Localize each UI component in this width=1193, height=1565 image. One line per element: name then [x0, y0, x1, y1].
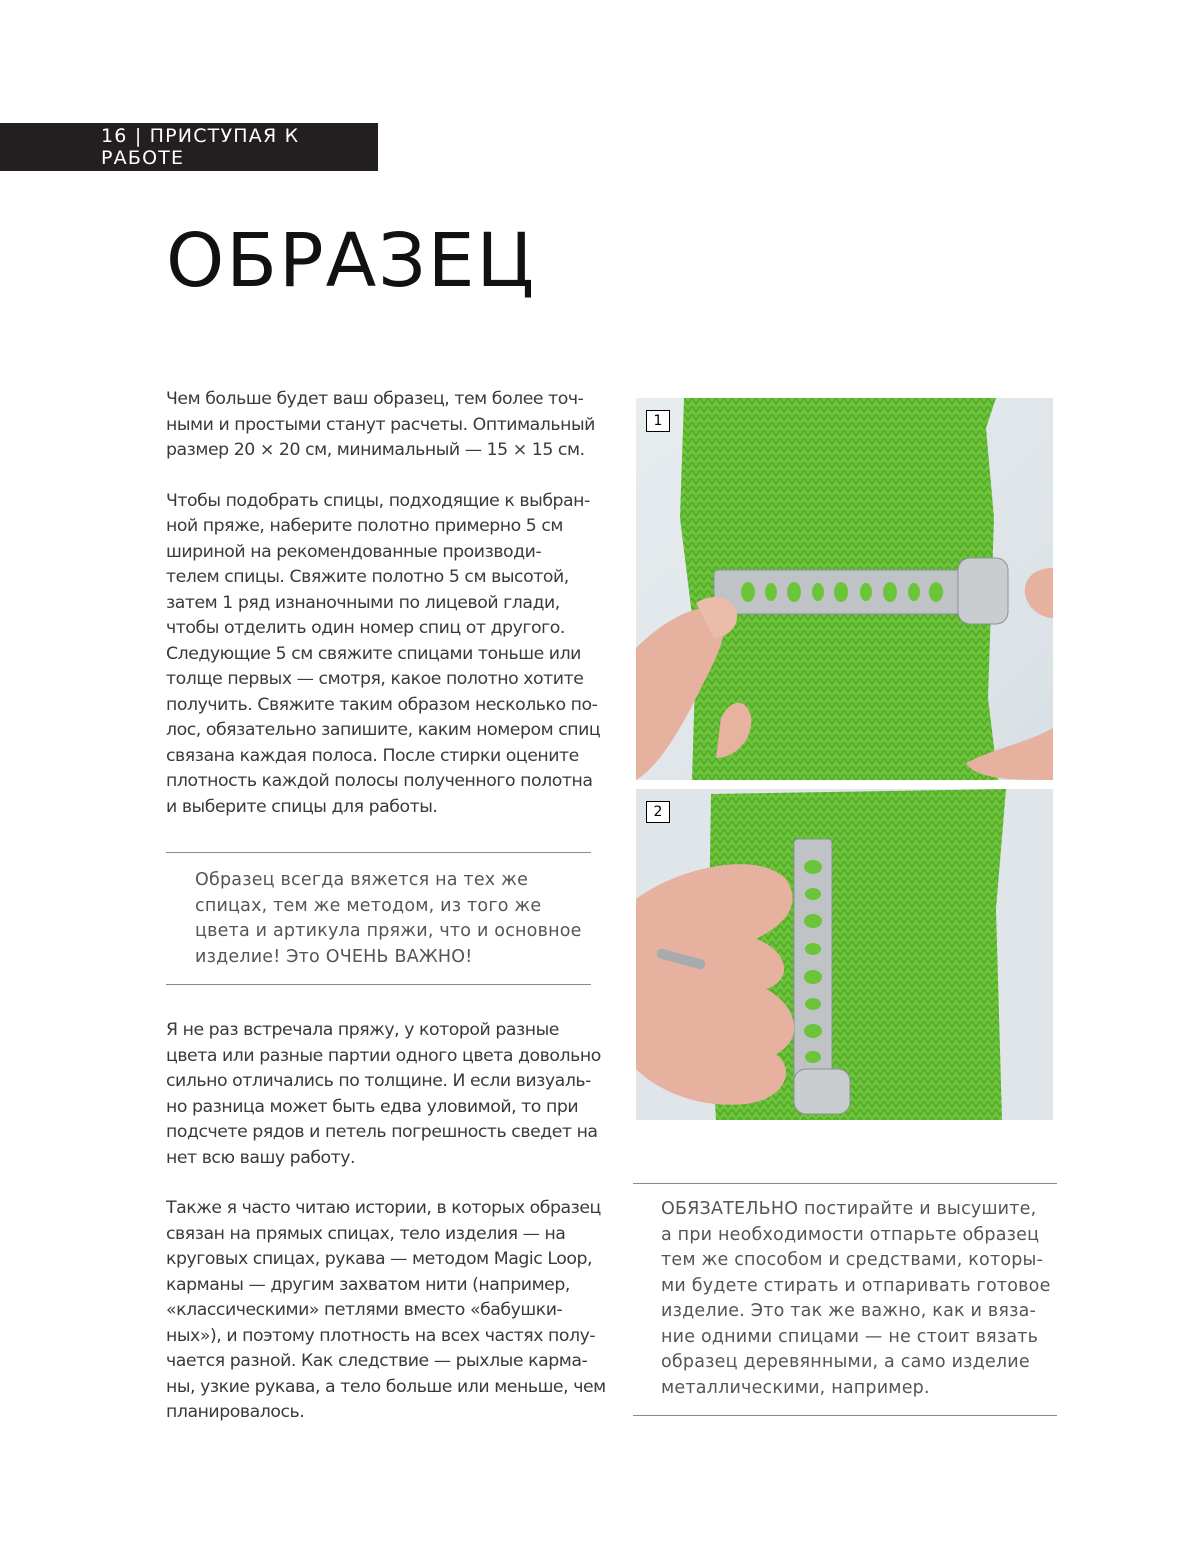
callout-left-line: Образец всегда вяжется на тех же	[195, 870, 529, 890]
running-header	[0, 123, 378, 171]
choose-needles-line: ной пряже, наберите полотно примерно 5 см	[166, 516, 564, 536]
photo-2-illustration	[636, 789, 1053, 1120]
callout-right-text	[661, 1197, 1051, 1401]
callout-right-line: ми будете стирать и отпаривать готовое	[661, 1275, 1051, 1296]
callout-right-line: ОБЯЗАТЕЛЬНО постирайте и высушите,	[661, 1199, 1037, 1219]
yarn-thickness-line: Я не раз встречала пряжу, у которой разные	[166, 1020, 559, 1040]
callout-left-line: цвета и артикула пряжи, что и основное	[195, 921, 582, 941]
paragraph-gauge-stories	[166, 1196, 606, 1426]
callout-right-line: образец деревянными, а само изделие	[661, 1352, 1030, 1372]
choose-needles-line: плотность каждой полосы полученного полотна	[166, 771, 593, 791]
gauge-stories-line: «классическими» петлями вместо «бабушки-	[166, 1300, 563, 1320]
yarn-thickness-line: нет всю вашу работу.	[166, 1147, 356, 1168]
yarn-thickness-line: сильно отличались по толщине. И если визуаль-	[166, 1071, 591, 1091]
choose-needles-line: затем 1 ряд изнаночными по лицевой глади,	[166, 592, 560, 613]
paragraph-intro	[166, 387, 595, 464]
intro-line: размер 20 × 20 см, минимальный — 15 × 15 см.	[166, 440, 585, 460]
yarn-thickness-line: цвета или разные партии одного цвета довольно	[166, 1045, 601, 1066]
left-column-upper	[166, 387, 601, 820]
page-title: ОБРАЗЕЦ	[166, 218, 536, 304]
callout-left-line: изделие! Это ОЧЕНЬ ВАЖНО!	[195, 946, 473, 967]
gauge-stories-line: ных»), и поэтому плотность на всех частях полу-	[166, 1325, 596, 1346]
photo-1	[636, 398, 1053, 780]
gauge-stories-line: чается разной. Как следствие — рыхлые карма-	[166, 1351, 588, 1371]
paragraph-choose-needles	[166, 489, 601, 821]
callout-right	[633, 1183, 1057, 1416]
choose-needles-line: толще первых — смотря, какое полотно хотите	[166, 669, 584, 689]
gauge-stories-line: круговых спицах, рукава — методом Magic Loop,	[166, 1249, 593, 1269]
gauge-stories-line: ны, узкие рукава, а тело больше или меньше, чем	[166, 1376, 606, 1397]
intro-line: Чем больше будет ваш образец, тем более точ-	[166, 389, 584, 409]
photo-1-number: 1	[646, 410, 670, 432]
photo-1-illustration	[636, 398, 1053, 780]
choose-needles-line: и выберите спицы для работы.	[166, 796, 438, 817]
gauge-stories-line: Также я часто читаю истории, в которых образец	[166, 1198, 601, 1218]
choose-needles-line: Чтобы подобрать спицы, подходящие к выбран-	[166, 490, 590, 511]
photo-2	[636, 789, 1053, 1120]
choose-needles-line: получить. Свяжите таким образом несколько по-	[166, 694, 598, 715]
gauge-stories-line: связан на прямых спицах, тело изделия — на	[166, 1223, 566, 1244]
choose-needles-line: связана каждая полоса. После стирки оцените	[166, 745, 579, 766]
paragraph-yarn-thickness	[166, 1018, 601, 1171]
yarn-thickness-line: но разница может быть едва уловимой, то при	[166, 1096, 579, 1117]
callout-left-text	[195, 868, 582, 970]
intro-line: ными и простыми станут расчеты. Оптимальный	[166, 414, 595, 435]
gauge-stories-line: карманы — другим захватом нити (например,	[166, 1274, 570, 1295]
callout-right-line: а при необходимости отпарьте образец	[661, 1224, 1040, 1245]
photo-2-number: 2	[646, 801, 670, 823]
callout-left-line: спицах, тем же методом, из того же	[195, 895, 542, 916]
choose-needles-line: Следующие 5 см свяжите спицами тоньше или	[166, 643, 581, 664]
callout-right-line: ние одними спицами — не стоит вязать	[661, 1326, 1039, 1347]
callout-left	[166, 852, 591, 985]
callout-right-line: тем же способом и средствами, которы-	[661, 1250, 1044, 1270]
left-column-lower	[166, 1018, 606, 1426]
choose-needles-line: шириной на рекомендованные производи-	[166, 541, 542, 562]
gauge-stories-line: планировалось.	[166, 1402, 305, 1422]
yarn-thickness-line: подсчете рядов и петель погрешность сведет на	[166, 1122, 598, 1142]
choose-needles-line: телем спицы. Свяжите полотно 5 см высотой,	[166, 567, 569, 587]
choose-needles-line: лос, обязательно запишите, каким номером спиц	[166, 720, 601, 740]
choose-needles-line: чтобы отделить один номер спиц от другого.	[166, 618, 565, 638]
callout-right-line: металлическими, например.	[661, 1377, 930, 1398]
running-header-text: 16 | ПРИСТУПАЯ К РАБОТЕ	[101, 125, 300, 169]
callout-right-line: изделие. Это так же важно, как и вяза-	[661, 1301, 1037, 1321]
